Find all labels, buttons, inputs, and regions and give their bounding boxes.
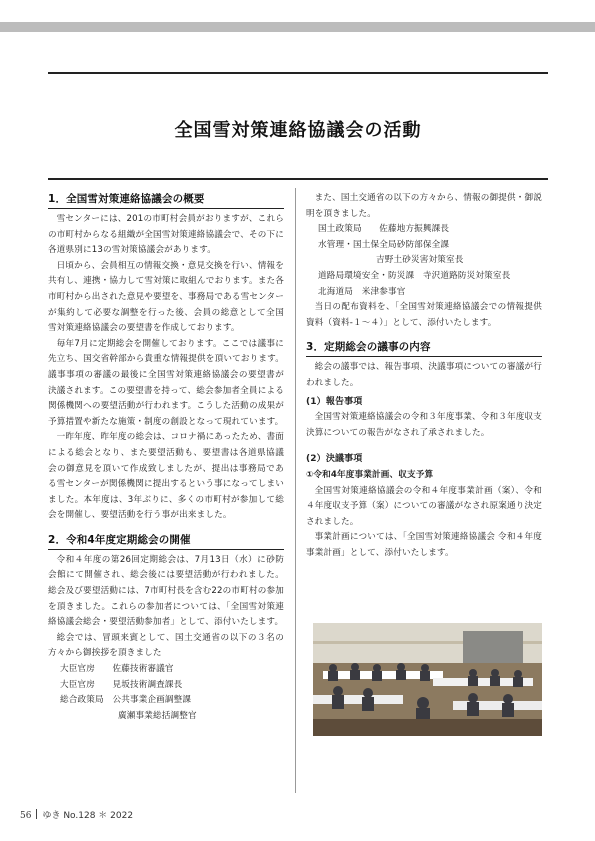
s3-sub2-paragraph-1: 全国雪対策連絡協議会の令和４年度事業計画（案）、令和４年度収支予算（案）についての審議がなされ原案通り決定されました。 [306,485,542,527]
list-item: 吉野土砂災害対策室長 [376,255,464,266]
s3-sub2-paragraph-2: 事業計画については、「全国雪対策連絡協議会 令和４年度事業計画」として、添付いたします。 [306,532,542,558]
s1-paragraph-3: 毎年7月に定期総会を開催しております。ここでは議事に先立ち、国交省幹部から貴重な情報提供を頂いております。議事事項の審議の最後に全国雪対策連絡協議会の要望書が決議されます。この要望書を持って、総会参加者全員による関係機関への要望活動が行われます。こうした活動の成果が予算措置や新たな施策・制度の創設となって現れています。 [48,338,284,427]
s3-paragraph-1: 総会の議事では、報告事項、決議事項についての審議が行われました。 [306,362,542,388]
right-column [306,191,542,561]
r-intro: また、国土交通省の以下の方々から、情報の御提供・御説明を頂きました。 [306,193,542,219]
top-rule [48,72,548,74]
section-1-heading: 1．全国雪対策連絡協議会の概要 [48,191,284,209]
section-2-heading: 2．令和4年度定期総会の開催 [48,532,284,550]
page-title: 全国雪対策連絡協議会の活動 [174,120,422,141]
list-item: 大臣官房 佐藤技術審議官 [60,664,174,675]
page-footer [20,808,133,821]
s2-paragraph-2: 総会では、冒頭来賓として、国土交通省の以下の３名の方々から御挨拶を頂きました [48,632,284,659]
list-item: 総合政策局 公共事業企画調整課 [60,695,192,706]
page-number: 56 [20,811,32,821]
column-divider [295,188,296,793]
s3-sub2-item: ①令和4年度事業計画、収支予算 [306,469,434,480]
section-3-heading: 3．定期総会の議事の内容 [306,339,542,357]
s3-sub2-heading: (2）決議事項 [306,454,363,465]
s3-sub1-heading: (1）報告事項 [306,396,363,407]
list-item: 道路局環境安全・防災課 寺沢道路防災対策室長 [318,270,511,281]
s1-paragraph-1: 雪センターには、201の市町村会員がおりますが、これらの市町村からなる組織が全国雪対策連絡協議会で、その下に各道県別に13の雪対策協議会があります。 [48,214,284,256]
left-column [48,191,284,724]
meeting-photo [313,623,542,736]
list-item: 廣瀬事業総括調整官 [118,710,197,721]
presenter-list [306,222,542,300]
list-item: 北海道局 米津参事官 [318,286,406,297]
magazine-issue: ゆき No.128 ＊ 2022 [42,811,134,821]
list-item: 水管理・国土保全局砂防部保全課 [318,239,450,250]
r-handout: 当日の配布資料を、「全国雪対策連絡協議会での情報提供資料（資料-１～４）」として、添付いたします。 [306,302,542,328]
s1-paragraph-4: 一昨年度、昨年度の総会は、コロナ禍にあったため、書面による総会となり、また要望活動も、要望書は各道県協議会の御意見を頂いて作成致しましたが、提出は事務局である雪センターが関係機関に提出するという事になってしまいました。本年度は、3年ぶりに、多くの市町村が参加して総会を開催し、要望活動を行う事が出来ました。 [48,432,284,521]
s3-sub1-paragraph: 全国雪対策連絡協議会の令和３年度事業、令和３年度収支決算についての報告がなされ了承されました。 [306,412,542,438]
list-item: 国土政策局 佐藤地方振興課長 [318,224,450,235]
list-item: 大臣官房 見坂技術調査課長 [60,679,183,690]
header-band [0,22,595,32]
guest-list [48,662,284,724]
title-rule [48,178,548,180]
s2-paragraph-1: 令和４年度の第26回定期総会は、7月13日（水）に砂防会館にて開催され、総会後には要望活動が行われました。総会及び要望活動には、7市町村長を含む22の市町村の参加を頂きました。これらの参加者については、「全国雪対策連絡協議会総会・要望活動参加者」として、添付いたします。 [48,554,284,628]
meeting-photo-illustration [313,623,542,736]
s1-paragraph-2: 日頃から、会員相互の情報交換・意見交換を行い、情報を共有し、連携・協力して雪対策に取組んでおります。また各市町村から出された意見や要望を、事務局である雪センターが集約して必要な調整を行った後、会員の総意として全国雪対策連絡協議会の要望書を作成しております。 [48,260,284,334]
